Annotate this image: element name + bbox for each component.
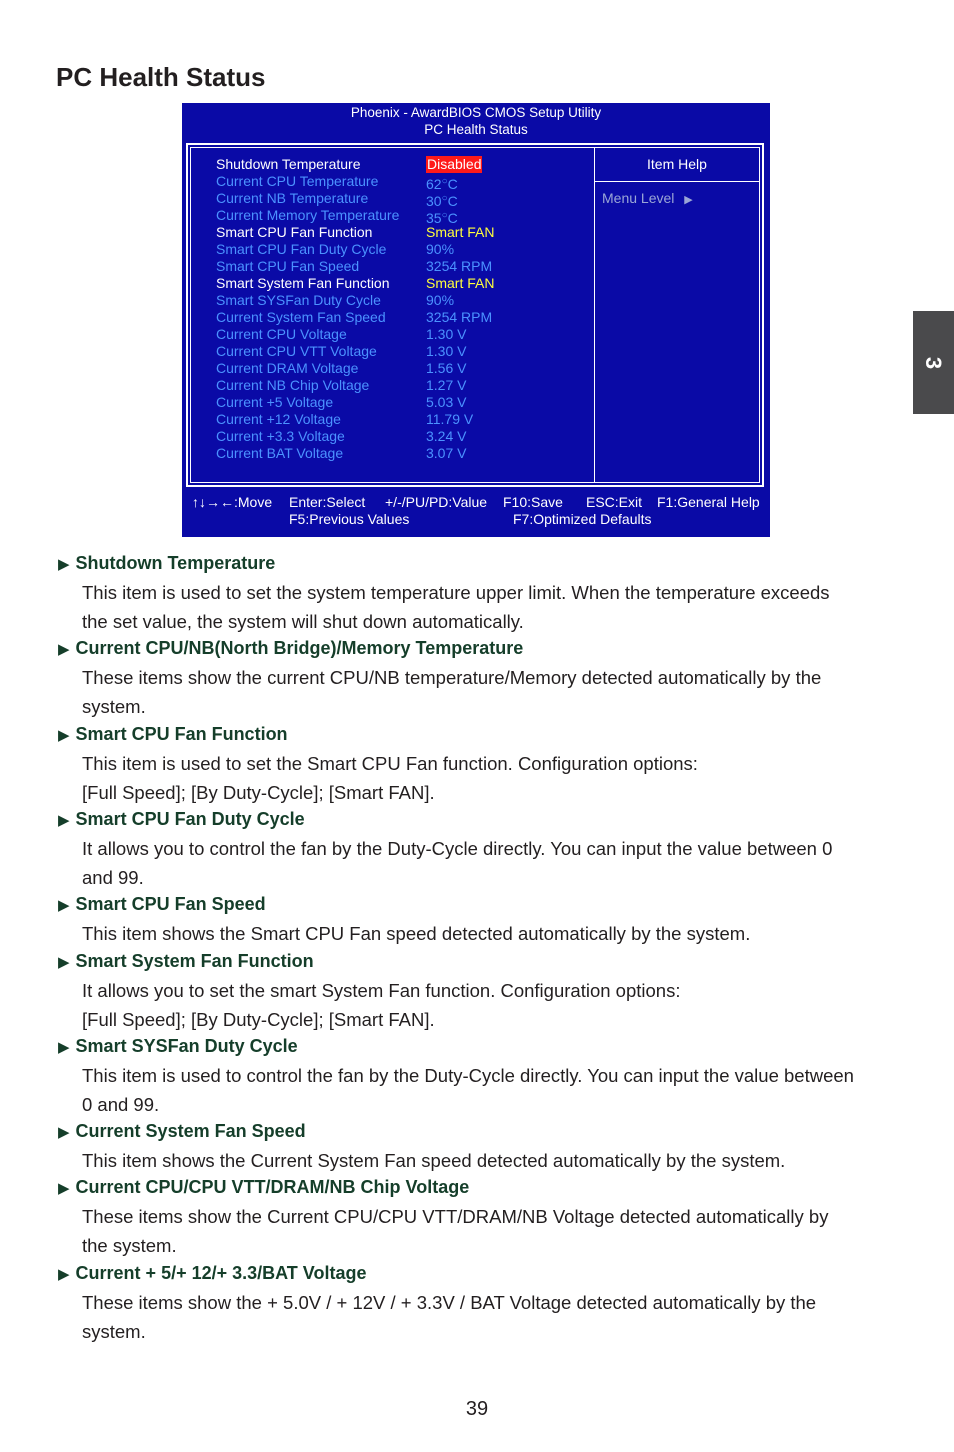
setting-label: Current +12 Voltage [216,411,341,427]
triangle-right-icon: ▶ [58,1266,70,1283]
setting-value [426,343,466,360]
setting-row[interactable] [216,326,586,343]
key-optimized: F7:Optimized Defaults [513,511,652,527]
item-heading-text: Smart CPU Fan Function [75,724,288,744]
setting-value[interactable] [426,224,494,241]
setting-value-text: 3.07 V [426,445,467,461]
setting-value-text: 11.79 V [426,411,474,427]
setting-value [426,309,492,326]
item-heading-text: Smart CPU Fan Duty Cycle [75,809,305,829]
temperature-unit: C [447,193,458,209]
setting-label: Smart CPU Fan Function [216,224,373,240]
degree-symbol: ○ [441,176,448,187]
description-line: These items show the + 5.0V / + 12V / + 3.3V / BAT Voltage detected automatically by the [82,1292,817,1313]
setting-row[interactable] [216,156,586,173]
description-line: It allows you to set the smart System Fan function. Configuration options: [82,980,681,1001]
setting-value [426,292,454,309]
description-line: system. [82,696,146,717]
triangle-right-icon: ▶ [58,812,70,829]
setting-value-text: 1.30 V [426,343,467,359]
description-line: This item shows the Smart CPU Fan speed detected automatically by the system. [82,923,751,944]
setting-label: Shutdown Temperature [216,156,361,172]
description-line: These items show the current CPU/NB temperature/Memory detected automatically by the [82,667,822,688]
temperature-unit: C [447,210,458,226]
menu-level [602,190,693,206]
item-description [82,919,902,948]
setting-label: Smart CPU Fan Speed [216,258,360,274]
description-line: the set value, the system will shut down automatically. [82,611,524,632]
setting-label: Current System Fan Speed [216,309,386,325]
menu-level-label: Menu Level [602,190,675,206]
description-line: system. [82,1321,146,1342]
description-line: [Full Speed]; [By Duty-Cycle]; [Smart FAN]. [82,782,435,803]
setting-row[interactable] [216,207,586,224]
setting-label: Current NB Chip Voltage [216,377,370,393]
triangle-right-icon: ▶ [58,897,70,914]
setting-row[interactable] [216,343,586,360]
setting-label: Current NB Temperature [216,190,369,206]
setting-row[interactable] [216,258,586,275]
setting-value [426,360,466,377]
item-description [82,578,902,636]
bios-screen [182,103,770,537]
degree-symbol: ○ [441,210,448,221]
setting-value-text: 62 [426,176,442,192]
setting-value-text: Disabled [427,156,482,172]
chapter-number: 3 [921,356,947,369]
setting-label: Current +5 Voltage [216,394,334,410]
item-heading [58,1036,298,1057]
item-description [82,1061,902,1119]
item-description [82,834,902,892]
description-line: It allows you to control the fan by the Duty-Cycle directly. You can input the value between 0 [82,838,833,859]
page-number: 39 [465,1398,489,1420]
item-heading [58,894,266,915]
triangle-right-icon: ▶ [58,954,70,971]
setting-row[interactable] [216,309,586,326]
description-line: 0 and 99. [82,1094,160,1115]
description-line: [Full Speed]; [By Duty-Cycle]; [Smart FAN]. [82,1009,435,1030]
description-line: These items show the Current CPU/CPU VTT/DRAM/NB Voltage detected automatically by [82,1206,829,1227]
setting-row[interactable] [216,411,586,428]
item-description [82,1202,902,1260]
setting-value[interactable] [426,275,494,292]
bios-title-utility: Phoenix - AwardBIOS CMOS Setup Utility [350,105,602,120]
item-heading-text: Smart SYSFan Duty Cycle [75,1036,298,1056]
setting-value [426,326,466,343]
description-line: and 99. [82,867,144,888]
setting-label: Current CPU Temperature [216,173,379,189]
item-help-title: Item Help [647,156,707,172]
setting-value-text: 5.03 V [426,394,467,410]
setting-row[interactable] [216,292,586,309]
chapter-tab [913,311,954,414]
setting-value-text: 3254 RPM [426,258,493,274]
setting-row[interactable] [216,241,586,258]
triangle-right-icon: ▶ [58,1039,70,1056]
setting-value-text: Smart FAN [426,224,495,240]
bios-title-page: PC Health Status [424,122,528,137]
setting-value [426,428,466,445]
setting-list [216,156,586,462]
setting-label: Current CPU Voltage [216,326,347,342]
setting-row[interactable] [216,173,586,190]
item-heading [58,809,305,830]
panel-divider [594,148,595,482]
item-heading [58,1177,469,1198]
setting-label: Smart System Fan Function [216,275,390,291]
setting-row[interactable] [216,428,586,445]
key-help: F1:General Help [657,494,760,510]
setting-value [426,411,473,428]
description-line: the system. [82,1235,177,1256]
setting-value-text: 3254 RPM [426,309,493,325]
key-exit: ESC:Exit [586,494,643,510]
setting-value[interactable] [426,156,482,173]
item-heading [58,638,523,659]
page-title: PC Health Status [56,62,266,92]
triangle-right-icon: ▶ [58,1180,70,1197]
setting-value [426,258,492,275]
item-heading [58,951,314,972]
item-heading [58,724,288,745]
triangle-right-icon: ▶ [58,727,70,744]
setting-label: Current DRAM Voltage [216,360,359,376]
item-description [82,976,902,1034]
setting-value-text: 1.56 V [426,360,467,376]
triangle-right-icon: ▶ [684,194,693,206]
triangle-right-icon: ▶ [58,556,70,573]
setting-value-text: 1.27 V [426,377,467,393]
setting-label: Smart SYSFan Duty Cycle [216,292,381,308]
setting-label: Smart CPU Fan Duty Cycle [216,241,387,257]
item-heading [58,1121,306,1142]
temperature-unit: C [447,176,458,192]
description-line: This item is used to control the fan by the Duty-Cycle directly. You can input the value between [82,1065,854,1086]
setting-row[interactable] [216,445,586,462]
description-line: This item shows the Current System Fan speed detected automatically by the system. [82,1150,786,1171]
setting-value [426,394,466,411]
key-move: ↑↓→←:Move [192,494,273,510]
key-save: F10:Save [503,494,563,510]
bios-panel [190,147,760,483]
setting-value-text: 1.30 V [426,326,467,342]
help-separator [595,181,759,182]
setting-row[interactable] [216,377,586,394]
description-line: This item is used to set the system temperature upper limit. When the temperature exceeds [82,582,830,603]
item-heading [58,553,275,574]
setting-row[interactable] [216,394,586,411]
setting-value [426,377,466,394]
item-description [82,663,902,721]
setting-value-text: 90% [426,241,455,257]
setting-value [426,241,454,258]
bios-frame [186,143,764,487]
item-heading-text: Smart System Fan Function [75,951,314,971]
setting-label: Current CPU VTT Voltage [216,343,377,359]
setting-value-text: 3.24 V [426,428,467,444]
setting-row[interactable] [216,275,586,292]
item-heading [58,1263,366,1284]
item-heading-text: Shutdown Temperature [75,553,276,573]
item-description [82,1146,902,1175]
bios-title [182,104,770,138]
item-description [82,1288,902,1346]
key-select: Enter:Select [289,494,366,510]
setting-row[interactable] [216,190,586,207]
item-heading-text: Current + 5/+ 12/+ 3.3/BAT Voltage [75,1263,367,1283]
triangle-right-icon: ▶ [58,641,70,658]
item-heading-text: Current CPU/CPU VTT/DRAM/NB Chip Voltage [75,1177,470,1197]
item-heading-text: Current CPU/NB(North Bridge)/Memory Temperature [75,638,524,658]
key-value: +/-/PU/PD:Value [385,494,488,510]
setting-value-text: 90% [426,292,455,308]
item-description [82,749,902,807]
setting-value-text: 35 [426,210,442,226]
setting-value [426,445,466,462]
item-heading-text: Current System Fan Speed [75,1121,306,1141]
setting-label: Current +3.3 Voltage [216,428,345,444]
setting-row[interactable] [216,360,586,377]
setting-label: Current BAT Voltage [216,445,344,461]
setting-label: Current Memory Temperature [216,207,400,223]
setting-value-text: Smart FAN [426,275,495,291]
description-line: This item is used to set the Smart CPU Fan function. Configuration options: [82,753,698,774]
item-heading-text: Smart CPU Fan Speed [75,894,266,914]
triangle-right-icon: ▶ [58,1124,70,1141]
setting-row[interactable] [216,224,586,241]
key-previous: F5:Previous Values [289,511,410,527]
degree-symbol: ○ [441,193,448,204]
setting-value-text: 30 [426,193,442,209]
